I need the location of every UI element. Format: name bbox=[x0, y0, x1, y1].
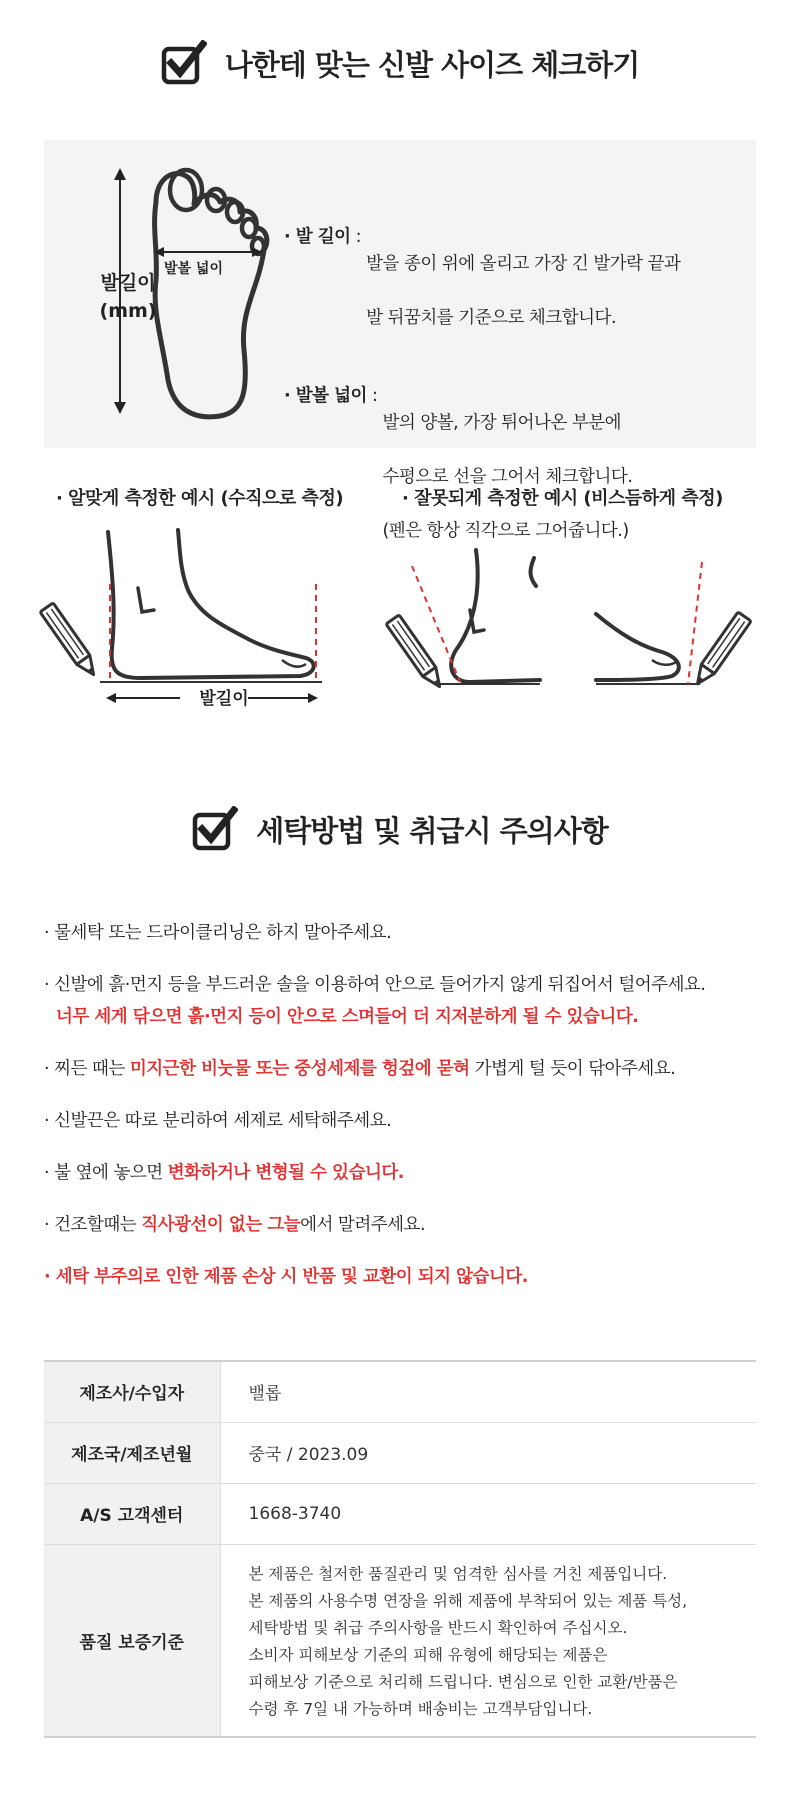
wrong-example-heading: · 잘못되게 측정한 예시 (비스듬하게 측정) bbox=[402, 488, 723, 509]
ball-width-label: 발볼 넓이 bbox=[164, 261, 223, 277]
care-item-stains: · 찌든 때는 미지근한 비눗물 또는 중성세제를 헝겊에 묻혀 가볍게 털 듯이 닦아주세요. bbox=[44, 1059, 676, 1079]
pencil-icon bbox=[386, 615, 446, 691]
care-item-heat: · 불 옆에 놓으면 변화하거나 변형될 수 있습니다. bbox=[44, 1163, 404, 1183]
checkbox-check-icon bbox=[161, 40, 207, 86]
product-info-table bbox=[44, 1360, 756, 1738]
care-item-brush: · 신발에 흙·먼지 등을 부드러운 솔을 이용하여 안으로 들어가지 않게 뒤집어서 털어주세요. 너무 세게 닦으면 흙·먼지 등이 안으로 스며들어 더 지저분하게 될 수 있습니다. bbox=[44, 975, 706, 1027]
size-section-title: 나한테 맞는 신발 사이즈 체크하기 bbox=[224, 47, 640, 82]
table-row bbox=[44, 1422, 756, 1483]
table-header-cell: 제조국/제조년월 bbox=[44, 1422, 220, 1483]
pencil-icon bbox=[691, 612, 751, 688]
table-cell: 1668-3740 bbox=[248, 1503, 342, 1524]
care-item-warning: · 세탁 부주의로 인한 제품 손상 시 반품 및 교환이 되지 않습니다. bbox=[44, 1267, 528, 1287]
pencil-icon bbox=[40, 603, 100, 679]
care-section-title: 세탁방법 및 취급시 주의사항 bbox=[256, 813, 608, 848]
care-item-laces: · 신발끈은 따로 분리하여 세제로 세탁해주세요. bbox=[44, 1111, 392, 1131]
correct-example-drawing bbox=[40, 530, 322, 703]
quality-guarantee-text: 본 제품은 철저한 품질관리 및 엄격한 심사를 거친 제품입니다. 본 제품의 사용수명 연장을 위해 제품에 부착되어 있는 제품 특성, 세탁방법 및 취급 주의사항을 반드시 확인하여 주십시오. 소비자 피해보상 기준의 피해 유형에 해당되는 제품은 피해보상 기준으로 처리해 드립니다. 변심으로 인한 교환/반품은 수령 후 7일 내 가능하며 배송비는 고객부담입니다. bbox=[248, 1565, 688, 1719]
care-instructions-list bbox=[44, 917, 764, 1313]
table-row bbox=[44, 1361, 756, 1422]
table-cell bbox=[220, 1544, 756, 1737]
definition-foot-length: · 발 길이 : 발을 종이 위에 올리고 가장 긴 발가락 끝과 발 뒤꿈치를 기준으로 체크합니다. bbox=[284, 227, 681, 328]
table-cell: 중국 / 2023.09 bbox=[248, 1445, 369, 1465]
care-item-no-wash: · 물세탁 또는 드라이클리닝은 하지 말아주세요. bbox=[44, 923, 392, 943]
measurement-examples-illustration bbox=[0, 520, 800, 720]
care-section-header bbox=[0, 806, 800, 852]
table-header-cell: 품질 보증기준 bbox=[44, 1544, 220, 1737]
correct-example-heading: · 알맞게 측정한 예시 (수직으로 측정) bbox=[56, 488, 344, 509]
foot-length-label: 발길이 (mm) bbox=[99, 272, 157, 322]
table-row bbox=[44, 1483, 756, 1544]
table-header-cell: A/S 고객센터 bbox=[44, 1483, 220, 1544]
wrong-example-drawing bbox=[386, 550, 751, 691]
checkbox-check-icon bbox=[192, 806, 238, 852]
size-section-header bbox=[0, 40, 800, 86]
measure-length-label: 발길이 bbox=[199, 689, 249, 709]
care-item-drying: · 건조할때는 직사광선이 없는 그늘에서 말려주세요. bbox=[44, 1215, 426, 1235]
definition-ball-width: · 발볼 넓이 : 발의 양볼, 가장 튀어나온 부분에 수평으로 선을 그어서 체크합니다. (펜은 항상 직각으로 그어줍니다.) bbox=[284, 386, 633, 541]
table-cell: 밸롭 bbox=[248, 1384, 282, 1405]
table-header-cell: 제조사/수입자 bbox=[44, 1361, 220, 1422]
table-row bbox=[44, 1544, 756, 1737]
